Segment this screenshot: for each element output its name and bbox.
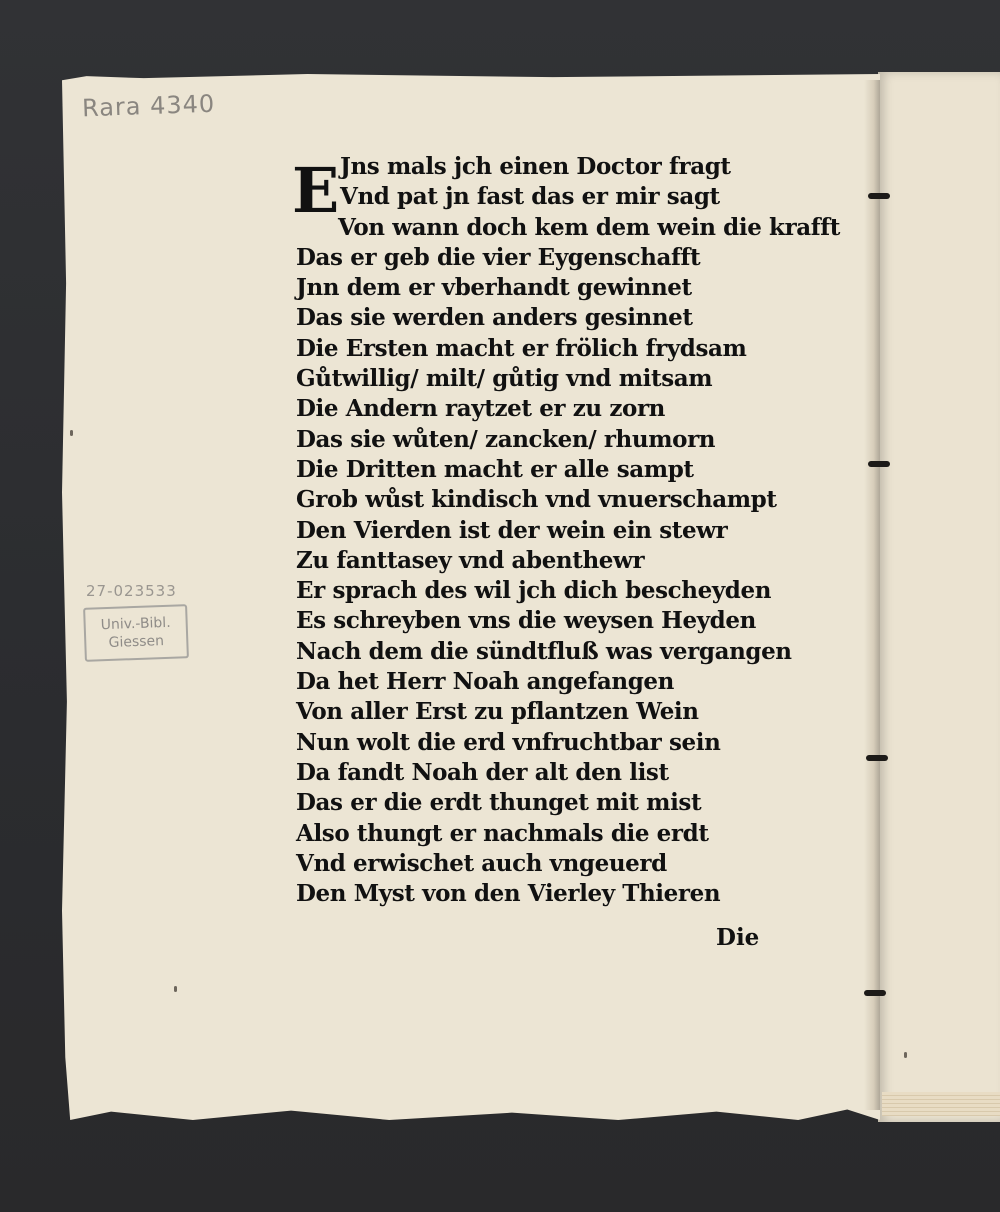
poem-line: Das er geb die vier Eygenschafft (296, 243, 701, 271)
poem-line: Vnd pat jn fast das er mir sagt (340, 183, 720, 211)
binding-stitch (868, 193, 890, 199)
accession-number: 27-023533 (86, 582, 177, 600)
poem-line: Er sprach des wil jch dich bescheyden (296, 577, 772, 605)
poem-line: Jns mals jch einen Doctor fragt (340, 153, 731, 180)
poem-line: Es schreyben vns die weysen Heyden (296, 607, 756, 635)
poem-line: Nun wolt die erd vnfruchtbar sein (296, 728, 721, 756)
poem-line: Von wann doch kem dem wein die krafft (338, 213, 841, 241)
paper-speck (904, 1052, 907, 1058)
binding-stitch (866, 755, 888, 761)
decorated-initial: E (292, 154, 340, 227)
poem-line: Den Myst von den Vierley Thieren (296, 880, 721, 908)
poem-line: Das sie wůten/ zancken/ rhumorn (296, 425, 716, 453)
poem-line: Die Dritten macht er alle sampt (296, 455, 694, 483)
facing-page (878, 72, 1000, 1122)
catchword: Die (716, 924, 760, 951)
page-block-edge (882, 1092, 1000, 1116)
poem-line: Also thungt er nachmals die erdt (296, 819, 709, 847)
poem-line: Von aller Erst zu pflantzen Wein (296, 698, 699, 726)
poem-line: Da het Herr Noah angefangen (296, 668, 674, 696)
poem-line: Zu fanttasey vnd abenthewr (296, 546, 645, 574)
binding-stitch (864, 990, 886, 996)
stamp-line-2: Giessen (108, 633, 165, 651)
poem-text (296, 152, 841, 909)
poem-line: Nach dem die sündtfluß was vergangen (296, 637, 792, 665)
poem-line: Vnd erwischet auch vngeuerd (296, 849, 667, 877)
shelfmark-annotation: Rara 4340 (81, 89, 216, 123)
page-gutter (864, 80, 880, 1110)
poem-line: Grob wůst kindisch vnd vnuerschampt (296, 486, 777, 514)
paper-speck (70, 430, 73, 436)
paper-speck (174, 986, 177, 992)
poem-line: Gůtwillig/ milt/ gůtig vnd mitsam (296, 365, 713, 393)
library-stamp (83, 604, 189, 662)
poem-line: Jnn dem er vberhandt gewinnet (296, 274, 692, 302)
poem-line: Die Andern raytzet er zu zorn (296, 395, 665, 423)
poem-line: Das sie werden anders gesinnet (296, 304, 693, 332)
poem-line: Die Ersten macht er frölich frydsam (296, 334, 747, 362)
stamp-line-1: Univ.-Bibl. (100, 614, 171, 634)
poem-line: Den Vierden ist der wein ein stewr (296, 516, 728, 544)
binding-stitch (868, 461, 890, 467)
poem-line: Da fandt Noah der alt den list (296, 758, 669, 786)
poem-line: Das er die erdt thunget mit mist (296, 789, 702, 817)
